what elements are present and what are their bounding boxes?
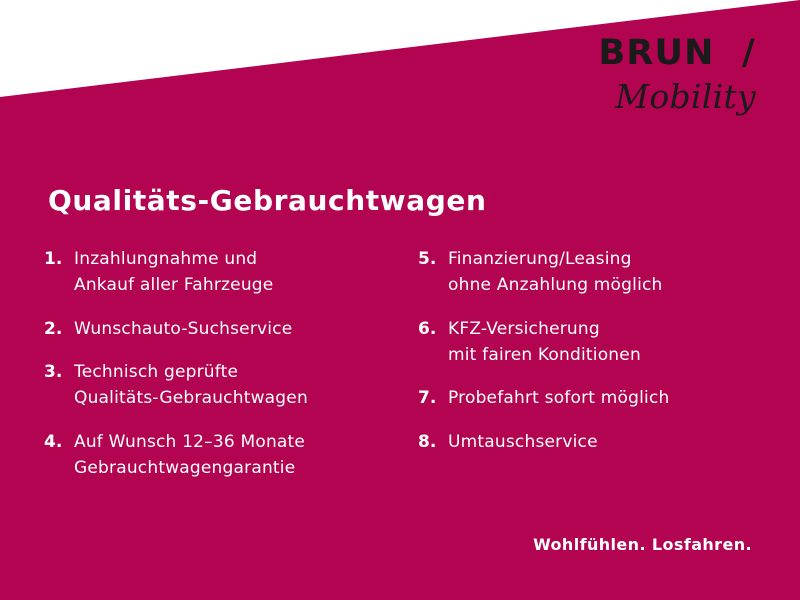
list-item-line: KFZ-Versicherung — [448, 318, 600, 339]
brand-logo — [598, 33, 756, 116]
brand-name — [598, 33, 756, 73]
brand-tagline: Wohlfühlen. Losfahren. — [533, 535, 752, 554]
list-item-number: 3. — [44, 362, 63, 383]
list-item-line: Technisch geprüfte — [74, 362, 239, 383]
brand-slash-icon: / — [742, 33, 756, 73]
benefits-left-column — [44, 246, 394, 498]
brand-name-main: BRUN — [598, 33, 715, 73]
list-item-line: Inzahlungnahme und — [74, 249, 258, 269]
list-item-text — [74, 316, 394, 342]
list-item-number: 7. — [418, 388, 437, 409]
list-item — [44, 429, 394, 482]
list-item-line: Ankauf aller Fahrzeuge — [74, 275, 274, 296]
list-item-line: Umtauschservice — [448, 431, 598, 452]
list-item — [44, 316, 394, 342]
list-item-line: Auf Wunsch 12–36 Monate — [74, 431, 306, 452]
list-item-line: Gebrauchtwagengarantie — [74, 458, 296, 479]
list-item-number: 6. — [418, 318, 437, 339]
list-item-line: mit fairen Konditionen — [448, 345, 641, 366]
list-item-number: 5. — [418, 249, 437, 269]
list-item-text — [74, 429, 394, 482]
list-item-number: 1. — [44, 249, 63, 269]
list-item — [418, 246, 758, 299]
list-item-text — [448, 246, 758, 299]
list-item-line: ohne Anzahlung möglich — [448, 275, 663, 296]
list-item-text — [74, 246, 394, 299]
list-item-text — [74, 359, 394, 412]
brand-subtitle: Mobility — [615, 77, 756, 116]
list-item — [418, 429, 758, 455]
list-item-line: Qualitäts-Gebrauchtwagen — [74, 388, 308, 409]
list-item-number: 2. — [44, 318, 63, 339]
list-item — [418, 316, 758, 369]
brand-name-accent-letter: S — [714, 33, 742, 73]
list-item-text — [448, 385, 758, 411]
list-item-line: Finanzierung/Leasing — [448, 249, 632, 269]
benefits-right-column — [418, 246, 758, 472]
page-title: Qualitäts-Gebrauchtwagen — [48, 184, 487, 217]
list-item — [418, 385, 758, 411]
list-item-text — [448, 316, 758, 369]
list-item — [44, 359, 394, 412]
list-item-text — [448, 429, 758, 455]
list-item — [44, 246, 394, 299]
list-item-number: 8. — [418, 431, 437, 452]
list-item-number: 4. — [44, 431, 63, 452]
list-item-line: Wunschauto-Suchservice — [74, 318, 293, 339]
list-item-line: Probefahrt sofort möglich — [448, 388, 670, 409]
